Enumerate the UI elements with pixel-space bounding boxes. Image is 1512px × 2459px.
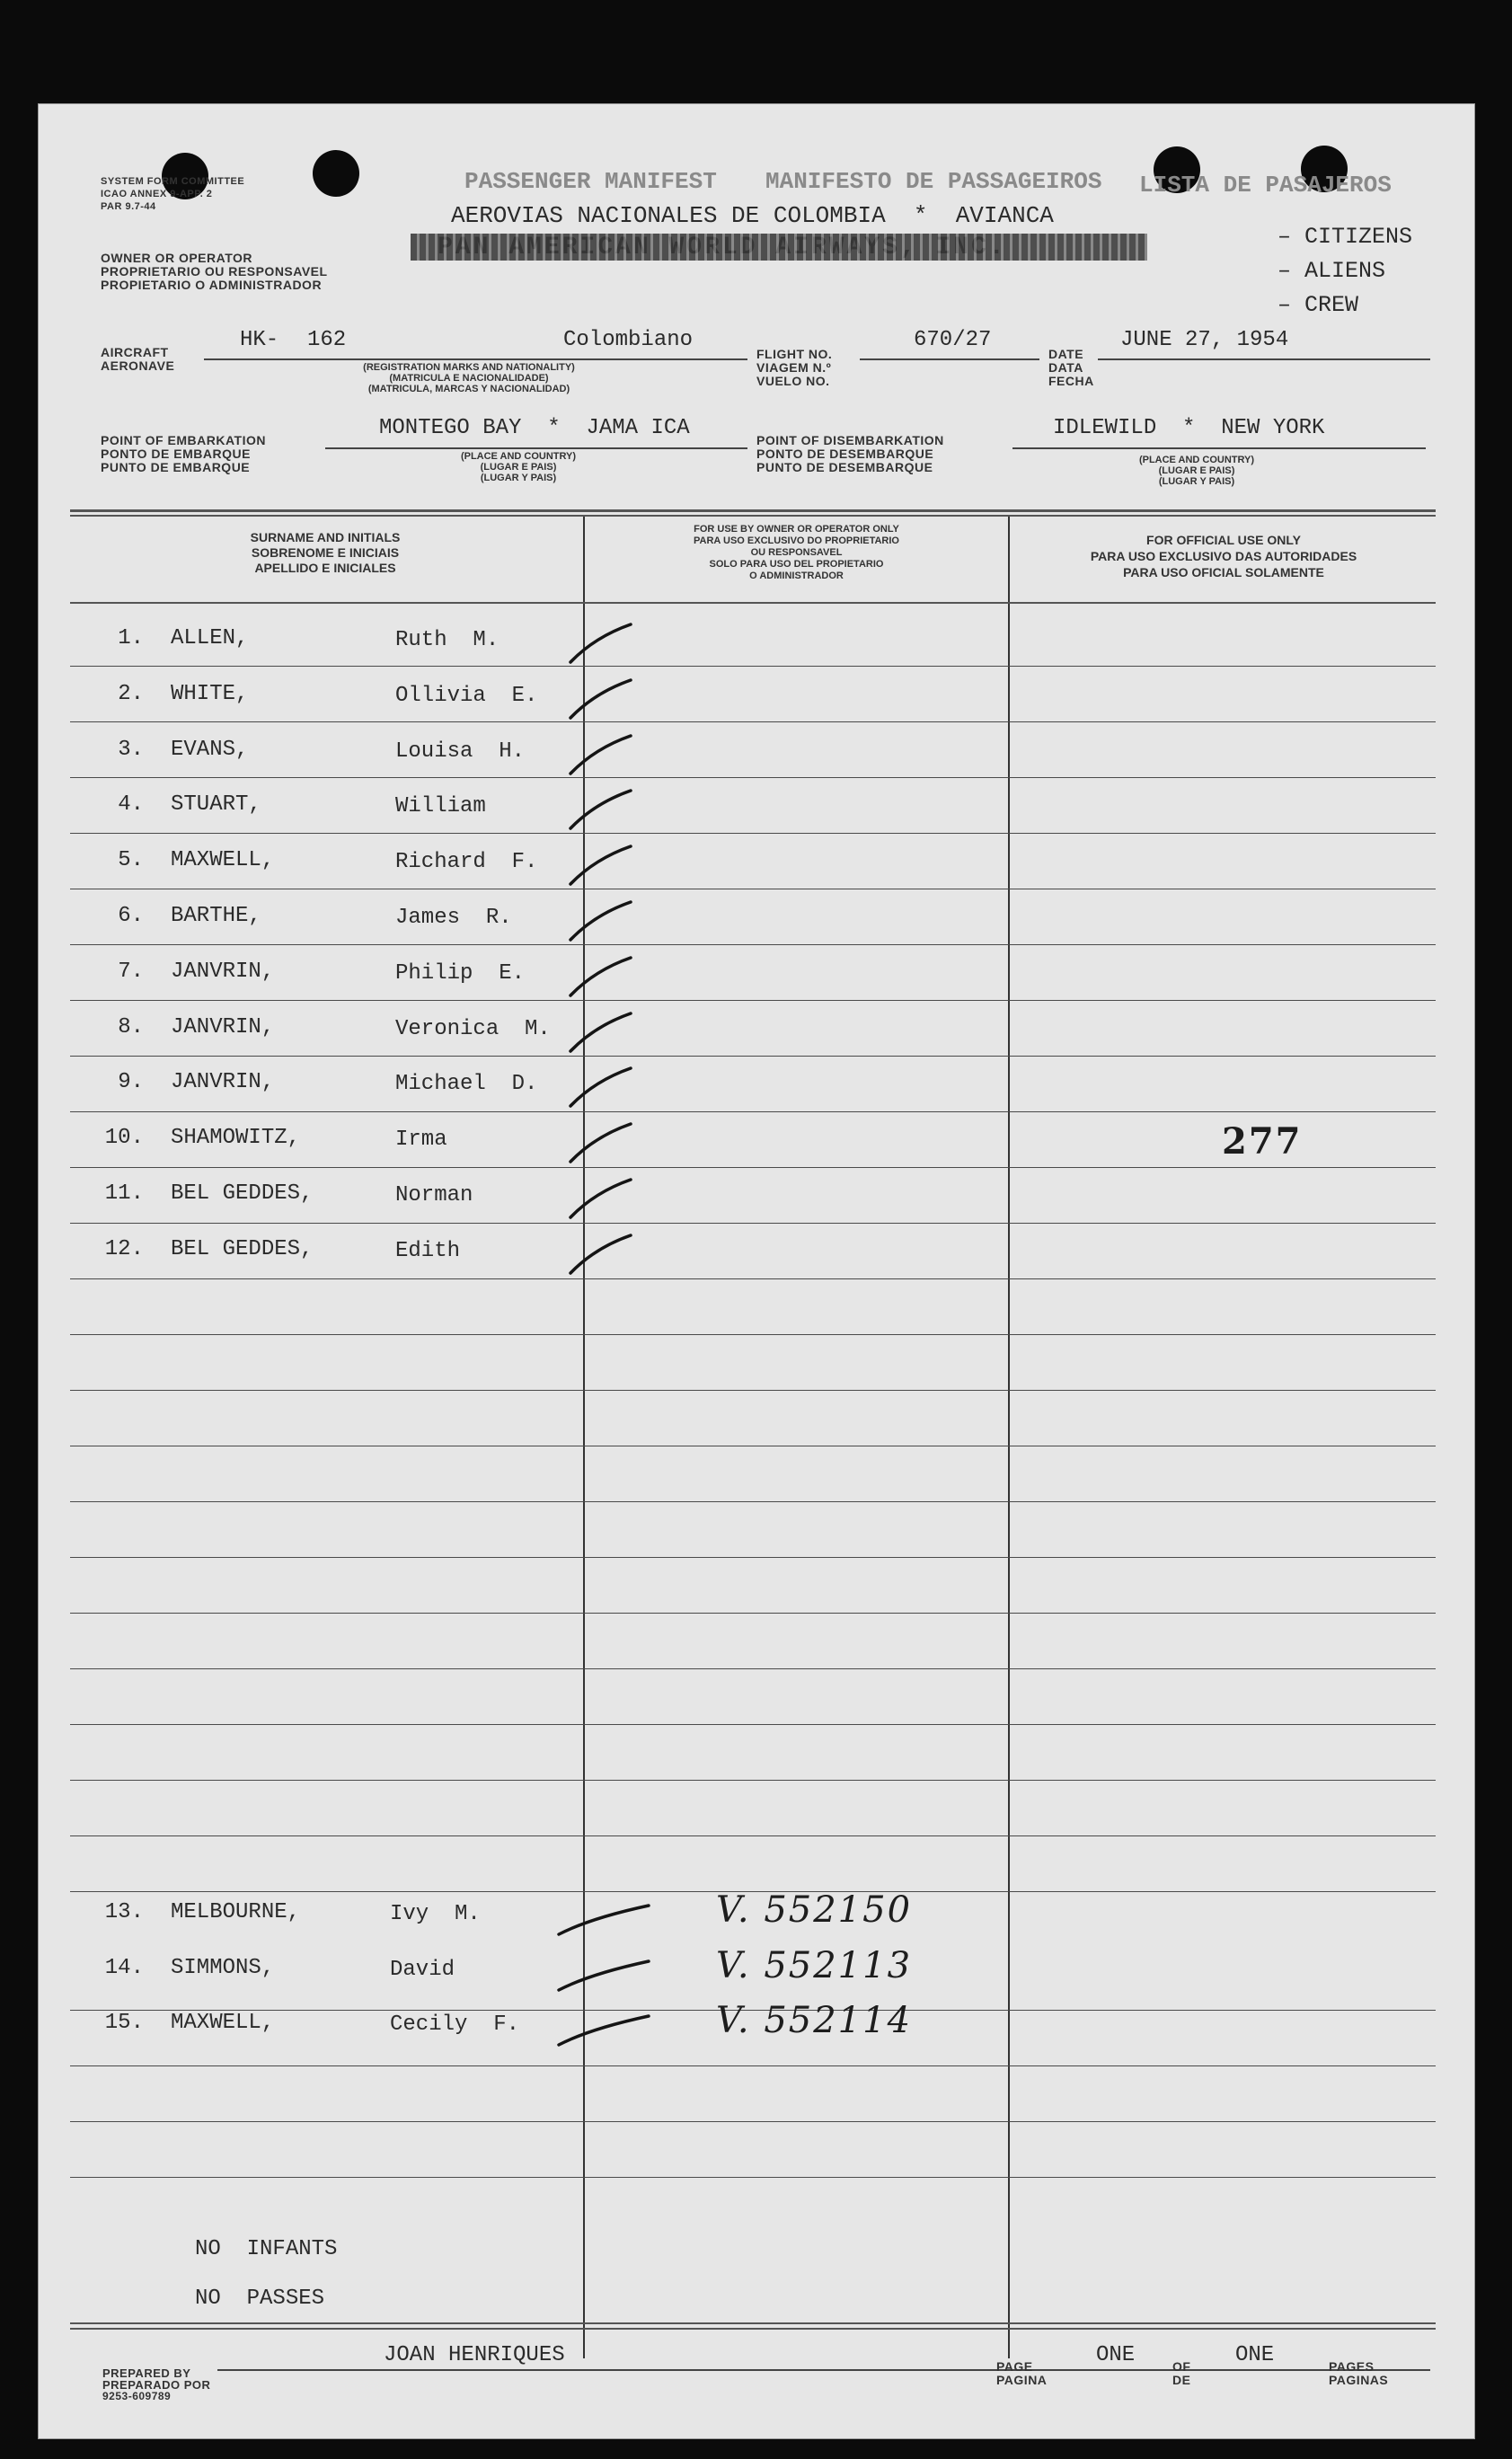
- table-top-rule: [70, 509, 1436, 512]
- row-rule: [70, 2121, 1436, 2122]
- disembarkation-underline: [1012, 447, 1426, 449]
- row-rule: [70, 1278, 1436, 1279]
- row-rule: [70, 1501, 1436, 1502]
- passenger-given-names: Richard F.: [395, 850, 538, 875]
- passenger-number: 13.: [104, 1900, 144, 1924]
- passenger-number: 2.: [118, 681, 144, 706]
- date-label: DATA: [1048, 360, 1083, 375]
- aircraft-nationality: Colombiano: [563, 328, 694, 352]
- column-header-line: SURNAME AND INITIALS: [250, 530, 401, 544]
- prepared-label: PREPARADO POR: [102, 2378, 211, 2392]
- owner-label: OWNER OR OPERATOR: [101, 251, 252, 265]
- pages-label: PAGES: [1329, 2359, 1375, 2374]
- passenger-number: 3.: [118, 737, 144, 762]
- official-note: 277: [1222, 1120, 1303, 1163]
- column-header-line: SOLO PARA USO DEL PROPIETARIO: [709, 559, 884, 570]
- category-list: [1278, 220, 1412, 323]
- of-labels: [1172, 2360, 1190, 2387]
- column-header-names: [74, 530, 577, 576]
- check-mark-icon: [563, 729, 662, 783]
- visa-number: V. 552113: [716, 1945, 913, 1986]
- column-header-line: APELLIDO E INICIALES: [254, 561, 396, 575]
- row-rule: [70, 1780, 1436, 1781]
- aircraft-sublabels: [289, 362, 649, 394]
- passenger-number: 12.: [104, 1236, 144, 1261]
- passenger-surname: STUART,: [171, 792, 261, 818]
- disembarkation-label: POINT OF DISEMBARKATION: [756, 433, 944, 447]
- owner-labels: [101, 252, 328, 292]
- column-header-line: FOR OFFICIAL USE ONLY: [1146, 533, 1301, 547]
- flight-label: VUELO NO.: [756, 374, 830, 388]
- form-number: 9253-609789: [102, 2390, 172, 2402]
- embarkation-labels: [101, 434, 266, 474]
- aircraft-labels: [101, 346, 174, 373]
- column-header-line: SOBRENOME E INICIAIS: [251, 545, 400, 560]
- owner-label: PROPIETARIO O ADMINISTRADOR: [101, 278, 323, 292]
- check-mark-icon: [563, 1061, 662, 1115]
- flight-label: VIAGEM N.º: [756, 360, 832, 375]
- column-header-owner-use: [588, 524, 1005, 582]
- aircraft-sublabel: (REGISTRATION MARKS AND NATIONALITY): [363, 362, 575, 373]
- category-citizens: – CITIZENS: [1278, 224, 1413, 250]
- passenger-given-names: David: [390, 1958, 455, 1982]
- page-labels: [996, 2360, 1047, 2387]
- passenger-number: 7.: [118, 959, 144, 984]
- form-code-line: ICAO ANNEX 9-APP. 2: [101, 189, 213, 199]
- row-rule: [70, 2065, 1436, 2066]
- check-mark-icon: [563, 1172, 662, 1226]
- check-mark-icon: [563, 1117, 662, 1171]
- passenger-given-names: Edith: [395, 1238, 461, 1263]
- visa-number: V. 552114: [716, 2000, 913, 2041]
- date-labels: [1048, 348, 1094, 388]
- footer-underline: [217, 2369, 1430, 2371]
- column-divider: [1008, 517, 1010, 2358]
- aircraft-label: AERONAVE: [101, 358, 175, 373]
- row-rule: [70, 1223, 1436, 1224]
- prepared-labels: [102, 2367, 210, 2402]
- table-bottom-rule: [70, 2328, 1436, 2330]
- embarkation-sublabels: [420, 451, 617, 483]
- passenger-given-names: Norman: [395, 1183, 473, 1207]
- passenger-surname: JANVRIN,: [171, 1070, 275, 1095]
- category-label: ALIENS: [1304, 258, 1386, 284]
- column-header-line: OU RESPONSAVEL: [750, 547, 843, 558]
- passenger-given-names: Ivy M.: [390, 1902, 481, 1926]
- passenger-surname: BEL GEDDES,: [171, 1236, 314, 1261]
- passenger-given-names: Michael D.: [395, 1072, 538, 1097]
- column-header-line: PARA USO EXCLUSIVO DO PROPRIETARIO: [694, 535, 899, 546]
- passenger-given-names: James R.: [395, 906, 512, 930]
- embarkation-label: POINT OF EMBARKATION: [101, 433, 266, 447]
- column-header-official-use: [1012, 532, 1435, 580]
- row-rule: [70, 1835, 1436, 1836]
- date-label: FECHA: [1048, 374, 1094, 388]
- pages-labels: [1329, 2360, 1388, 2387]
- embarkation-underline: [325, 447, 747, 449]
- aircraft-underline: [204, 358, 747, 360]
- passenger-number: 1.: [118, 626, 144, 650]
- passenger-given-names: Louisa H.: [395, 739, 526, 764]
- header-bottom-rule: [70, 602, 1436, 604]
- row-rule: [70, 1056, 1436, 1057]
- row-rule: [70, 1334, 1436, 1335]
- row-rule: [70, 1557, 1436, 1558]
- disembarkation-sublabels: [1098, 455, 1295, 487]
- airline-name: AEROVIAS NACIONALES DE COLOMBIA * AVIANCA: [451, 202, 1054, 229]
- passenger-surname: BARTHE,: [171, 904, 261, 928]
- passenger-number: 10.: [104, 1126, 144, 1151]
- check-mark-icon: [563, 673, 662, 727]
- prepared-label: PREPARED BY: [102, 2366, 191, 2380]
- flight-labels: [756, 348, 832, 388]
- disembarkation-sublabel: (PLACE AND COUNTRY): [1138, 455, 1255, 465]
- check-mark-icon: [563, 617, 662, 671]
- row-rule: [70, 1167, 1436, 1168]
- of-label: OF: [1172, 2359, 1191, 2374]
- disembarkation-label: PONTO DE DESEMBARQUE: [756, 447, 934, 461]
- passenger-given-names: William: [395, 794, 486, 819]
- embarkation-sublabel: (PLACE AND COUNTRY): [460, 451, 577, 462]
- aircraft-label: AIRCRAFT: [101, 345, 169, 359]
- title-spanish: LISTA DE PASAJEROS: [1139, 172, 1392, 199]
- row-rule: [70, 1613, 1436, 1614]
- row-rule: [70, 1668, 1436, 1669]
- passenger-surname: MAXWELL,: [171, 2011, 275, 2035]
- table-top-rule: [70, 515, 1436, 517]
- row-rule: [70, 666, 1436, 667]
- title-english: PASSENGER MANIFEST: [464, 168, 717, 195]
- row-rule: [70, 1000, 1436, 1001]
- punch-hole: [313, 150, 359, 197]
- manifest-sheet: [38, 103, 1475, 2439]
- column-header-line: FOR USE BY OWNER OR OPERATOR ONLY: [694, 524, 899, 535]
- aircraft-number: 162: [307, 328, 347, 352]
- check-mark-icon: [563, 895, 662, 949]
- passenger-given-names: Ruth M.: [395, 628, 500, 652]
- row-rule: [70, 1724, 1436, 1725]
- row-rule: [70, 944, 1436, 945]
- passenger-number: 8.: [118, 1014, 144, 1039]
- embarkation-value: MONTEGO BAY * JAMA ICA: [379, 416, 690, 440]
- passenger-given-names: Veronica M.: [395, 1016, 551, 1041]
- disembarkation-sublabel: (LUGAR E PAIS): [1158, 465, 1235, 476]
- passenger-surname: ALLEN,: [171, 626, 249, 650]
- date-label: DATE: [1048, 347, 1084, 361]
- title-portuguese: MANIFESTO DE PASSAGEIROS: [765, 168, 1102, 195]
- aircraft-sublabel: (MATRICULA E NACIONALIDADE): [389, 373, 549, 384]
- check-mark-icon: [554, 1891, 653, 1945]
- passenger-surname: JANVRIN,: [171, 1014, 275, 1039]
- column-header-line: PARA USO EXCLUSIVO DAS AUTORIDADES: [1090, 549, 1357, 563]
- check-mark-icon: [563, 783, 662, 837]
- aircraft-prefix: HK-: [240, 328, 279, 352]
- strike-overlay: [411, 234, 1147, 261]
- check-mark-icon: [554, 2002, 653, 2056]
- row-rule: [70, 721, 1436, 722]
- note-no-infants: NO INFANTS: [195, 2237, 338, 2261]
- passenger-surname: MELBOURNE,: [171, 1900, 301, 1924]
- form-code-line: PAR 9.7-44: [101, 201, 156, 212]
- check-mark-icon: [563, 839, 662, 893]
- visa-number: V. 552150: [716, 1889, 913, 1931]
- passenger-surname: EVANS,: [171, 737, 249, 762]
- passenger-number: 11.: [104, 1181, 144, 1206]
- passenger-number: 5.: [118, 848, 144, 873]
- category-label: CITIZENS: [1304, 224, 1413, 250]
- passenger-surname: JANVRIN,: [171, 959, 275, 984]
- page-value: ONE: [1096, 2343, 1136, 2367]
- check-mark-icon: [554, 1947, 653, 2001]
- table-bottom-rule: [70, 2322, 1436, 2324]
- passenger-number: 6.: [118, 904, 144, 928]
- row-rule: [70, 1111, 1436, 1112]
- embarkation-label: PONTO DE EMBARQUE: [101, 447, 251, 461]
- flight-number: 670/27: [914, 328, 992, 352]
- disembarkation-label: PUNTO DE DESEMBARQUE: [756, 460, 933, 474]
- check-mark-icon: [563, 1228, 662, 1282]
- category-crew: – CREW: [1278, 292, 1359, 318]
- flight-label: FLIGHT NO.: [756, 347, 833, 361]
- passenger-surname: WHITE,: [171, 681, 249, 706]
- check-mark-icon: [563, 1006, 662, 1060]
- category-label: CREW: [1304, 292, 1359, 318]
- passenger-given-names: Cecily F.: [390, 2012, 520, 2037]
- disembarkation-labels: [756, 434, 944, 474]
- date-underline: [1098, 358, 1430, 360]
- of-label: DE: [1172, 2373, 1191, 2387]
- passenger-number: 4.: [118, 792, 144, 818]
- disembarkation-value: IDLEWILD * NEW YORK: [1053, 416, 1325, 440]
- page-label: PAGE: [996, 2359, 1033, 2374]
- row-rule: [70, 2177, 1436, 2178]
- form-codes: [101, 175, 244, 213]
- row-rule: [70, 1390, 1436, 1391]
- row-rule: [70, 833, 1436, 834]
- owner-label: PROPRIETARIO OU RESPONSAVEL: [101, 264, 328, 279]
- check-mark-icon: [563, 951, 662, 1004]
- form-code-line: SYSTEM FORM COMMITTEE: [101, 176, 245, 187]
- passenger-surname: SIMMONS,: [171, 1956, 275, 1980]
- passenger-surname: MAXWELL,: [171, 848, 275, 873]
- flight-underline: [860, 358, 1039, 360]
- aircraft-sublabel: (MATRICULA, MARCAS Y NACIONALIDAD): [367, 384, 570, 394]
- passenger-number: 15.: [104, 2011, 144, 2035]
- page-label: PAGINA: [996, 2373, 1048, 2387]
- passenger-surname: BEL GEDDES,: [171, 1181, 314, 1206]
- passenger-number: 9.: [118, 1070, 144, 1095]
- flight-date: JUNE 27, 1954: [1120, 328, 1289, 352]
- passenger-given-names: Irma: [395, 1128, 447, 1153]
- column-header-line: PARA USO OFICIAL SOLAMENTE: [1123, 565, 1324, 579]
- passenger-given-names: Philip E.: [395, 960, 526, 986]
- embarkation-sublabel: (LUGAR Y PAIS): [480, 473, 557, 483]
- disembarkation-sublabel: (LUGAR Y PAIS): [1158, 476, 1235, 487]
- of-value: ONE: [1235, 2343, 1275, 2367]
- note-no-passes: NO PASSES: [195, 2287, 325, 2311]
- passenger-number: 14.: [104, 1956, 144, 1980]
- embarkation-sublabel: (LUGAR E PAIS): [480, 462, 557, 473]
- embarkation-label: PUNTO DE EMBARQUE: [101, 460, 251, 474]
- category-aliens: – ALIENS: [1278, 258, 1386, 284]
- pages-label: PAGINAS: [1329, 2373, 1389, 2387]
- column-header-line: O ADMINISTRADOR: [749, 571, 844, 581]
- passenger-surname: SHAMOWITZ,: [171, 1126, 301, 1151]
- passenger-given-names: Ollivia E.: [395, 683, 538, 708]
- prepared-by-name: JOAN HENRIQUES: [384, 2343, 565, 2367]
- struck-airline: [411, 232, 1147, 262]
- row-rule: [70, 777, 1436, 778]
